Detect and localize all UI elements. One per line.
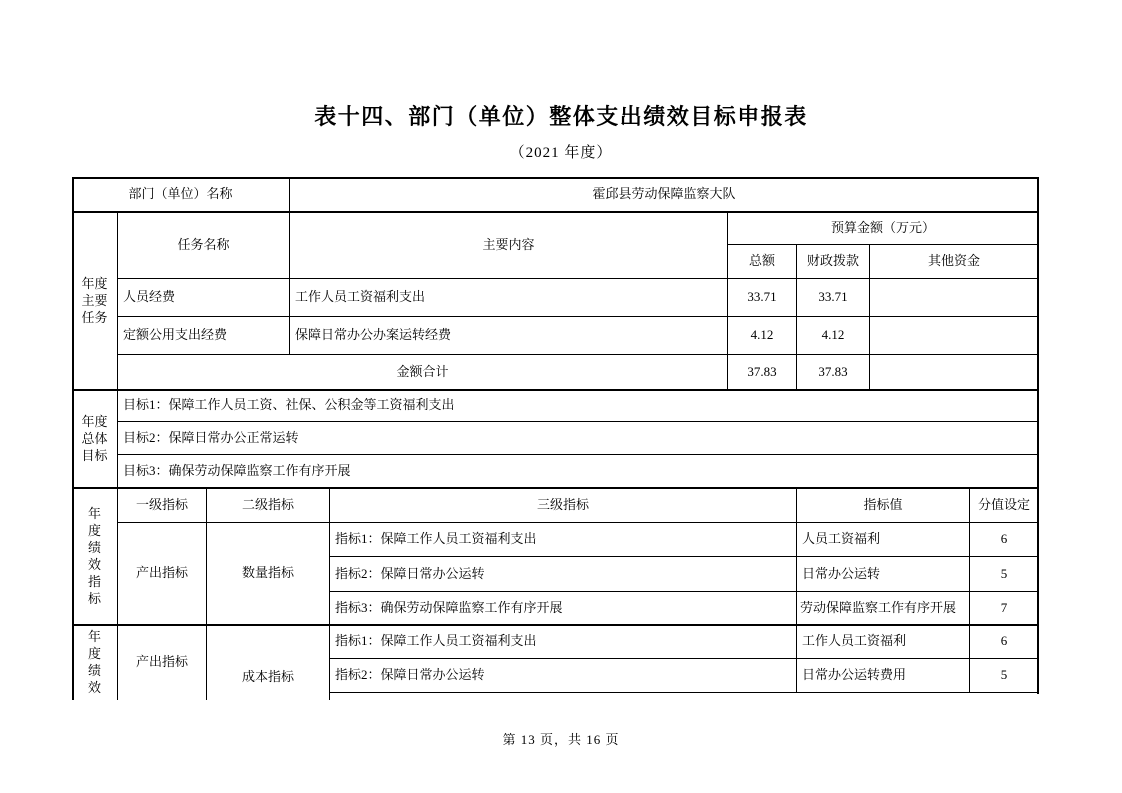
level1-indicator-cell-2: 产出指标 [118, 625, 207, 700]
summary-other-cell [870, 355, 1039, 390]
indicator-value-cell: 人员工资福利 [797, 523, 970, 557]
section-label-annual-performance-indicators [72, 488, 118, 625]
section-divider [72, 624, 1039, 626]
indicator-l3-cell: 指标1：保障工作人员工资福利支出 [330, 523, 797, 557]
section-label-annual-overall-goals [72, 390, 118, 488]
section-label-annual-performance-2 [72, 625, 118, 700]
section-label-text: 年度主要任务 [81, 276, 108, 325]
task-fiscal-cell-1: 33.71 [797, 279, 870, 317]
page-title: 表十四、部门（单位）整体支出绩效目标申报表 [314, 104, 808, 129]
indicator-score-cell: 6 [970, 523, 1039, 557]
task-total-cell-2: 4.12 [728, 317, 797, 355]
indicator-score-cell: 5 [970, 659, 1039, 693]
col-header-main-content: 主要内容 [290, 212, 728, 279]
indicator-l3-cell: 指标3：确保劳动保障监察工作有序开展 [330, 592, 797, 625]
page-subtitle: （2021 年度） [509, 145, 613, 161]
summary-total-cell: 37.83 [728, 355, 797, 390]
table-border-right [1037, 177, 1039, 694]
task-other-cell-1 [870, 279, 1039, 317]
col-header-score-setting: 分值设定 [970, 488, 1039, 523]
task-fiscal-cell-2: 4.12 [797, 317, 870, 355]
declaration-table [72, 177, 1039, 700]
dept-name-value: 霍邱县劳动保障监察大队 [290, 177, 1039, 212]
col-header-level2-indicator: 二级指标 [207, 488, 330, 523]
goal-item-1: 目标1：保障工作人员工资、社保、公积金等工资福利支出 [118, 390, 1039, 422]
col-header-total: 总额 [728, 245, 797, 279]
section-label-text: 年度绩效 [87, 629, 101, 695]
col-header-fiscal-allocation: 财政拨款 [797, 245, 870, 279]
task-total-cell-1: 33.71 [728, 279, 797, 317]
indicator-l3-cell: 指标1：保障工作人员工资福利支出 [330, 625, 797, 659]
table-border-left [72, 177, 74, 700]
summary-fiscal-cell: 37.83 [797, 355, 870, 390]
goal-item-3: 目标3：确保劳动保障监察工作有序开展 [118, 455, 1039, 488]
level2-indicator-cell-2: 成本指标 [207, 625, 330, 700]
dept-name-label: 部门（单位）名称 [72, 177, 290, 212]
indicator-value-cell: 日常办公运转 [797, 557, 970, 592]
section-divider [72, 389, 1039, 391]
col-header-level1-indicator: 一级指标 [118, 488, 207, 523]
indicator-score-cell: 5 [970, 557, 1039, 592]
section-divider [72, 211, 1039, 213]
col-header-indicator-value: 指标值 [797, 488, 970, 523]
page-footer: 第 13 页，共 16 页 [502, 732, 620, 747]
indicator-score-cell: 6 [970, 625, 1039, 659]
section-divider [72, 487, 1039, 489]
level2-indicator-cell: 数量指标 [207, 523, 330, 625]
indicator-value-cell: 日常办公运转费用 [797, 659, 970, 693]
col-header-other-funds: 其他资金 [870, 245, 1039, 279]
indicator-score-cell: 7 [970, 592, 1039, 625]
section-label-text: 年度绩效指标 [87, 506, 101, 606]
indicator-l3-cell: 指标2：保障日常办公运转 [330, 659, 797, 693]
task-name-cell-2: 定额公用支出经费 [118, 317, 290, 355]
section-label-annual-main-tasks [72, 212, 118, 390]
section-label-text: 年度总体目标 [81, 414, 108, 463]
summary-label-cell: 金额合计 [118, 355, 728, 390]
task-other-cell-2 [870, 317, 1039, 355]
task-content-cell-2: 保障日常办公办案运转经费 [290, 317, 728, 355]
indicator-l3-cell: 指标2：保障日常办公运转 [330, 557, 797, 592]
indicator-value-cell: 劳动保障监察工作有序开展 [797, 592, 970, 625]
col-header-budget-group: 预算金额（万元） [728, 212, 1039, 245]
task-name-cell-1: 人员经费 [118, 279, 290, 317]
col-header-level3-indicator: 三级指标 [330, 488, 797, 523]
indicator-value-cell: 工作人员工资福利 [797, 625, 970, 659]
goal-item-2: 目标2：保障日常办公正常运转 [118, 422, 1039, 455]
task-content-cell-1: 工作人员工资福利支出 [290, 279, 728, 317]
table-border-top [72, 177, 1039, 179]
level1-indicator-cell: 产出指标 [118, 523, 207, 625]
col-header-task-name: 任务名称 [118, 212, 290, 279]
